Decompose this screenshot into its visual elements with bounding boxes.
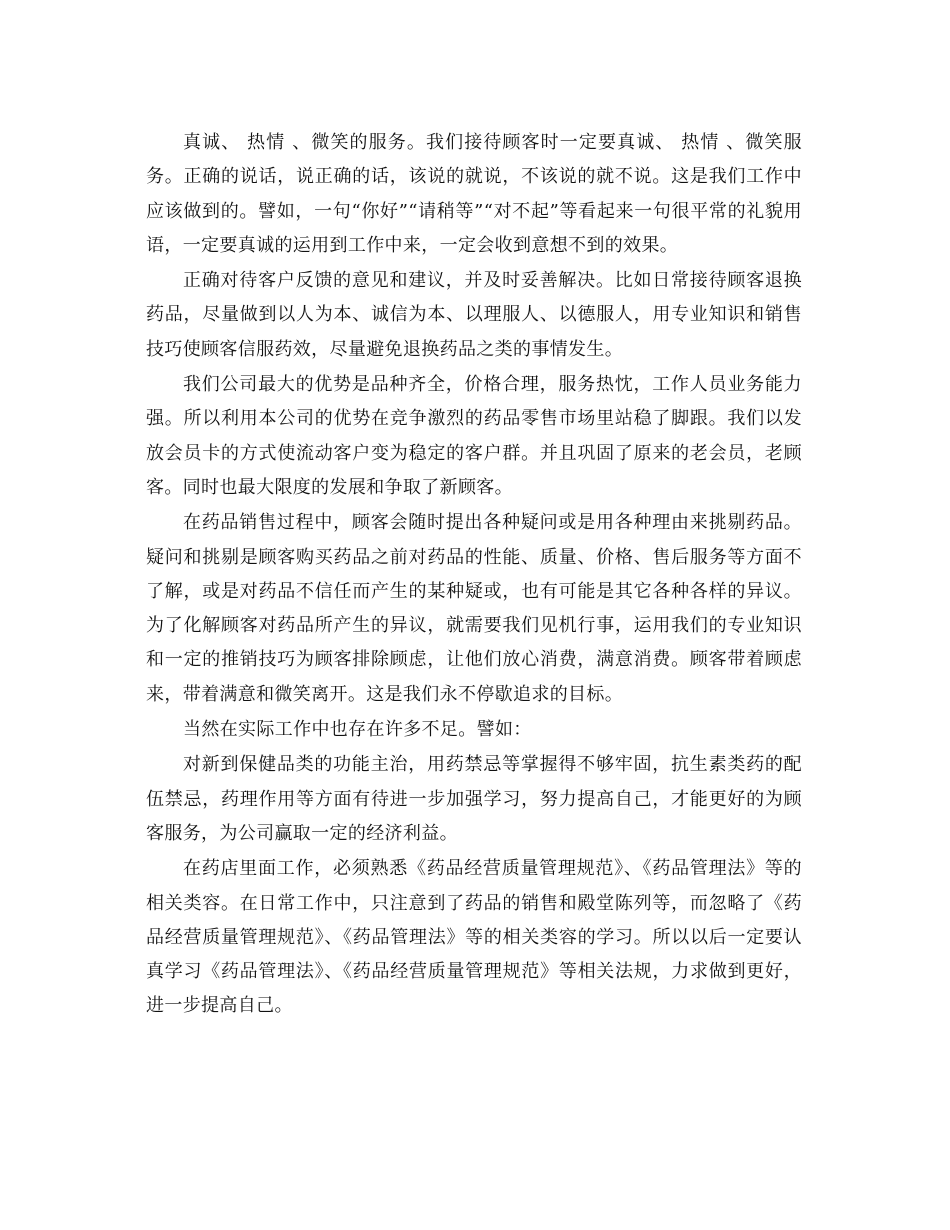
paragraph-company-advantage: 我们公司最大的优势是品种齐全，价格合理，服务热忱，工作人员业务能力强。所以利用本公司的优势在竞争激烈的药品零售市场里站稳了脚跟。我们以发放会员卡的方式使流动客户变为稳定的客户群。并且巩固了原来的老会员，老顾客。同时也最大限度的发展和争取了新顾客。 [146, 374, 802, 498]
paragraph-customer-feedback: 正确对待客户反馈的意见和建议，并及时妥善解决。比如日常接待顾客退换药品，尽量做到以人为本、诚信为本、以理服人、以德服人，用专业知识和销售技巧使顾客信服药效，尽量避免退换药品之类的事情发生。 [146, 270, 802, 360]
paragraph-service-attitude: 真诚、 热情 、微笑的服务。我们接待顾客时一定要真诚、 热情 、微笑服务。正确的说话，说正确的话，该说的就说，不该说的就不说。这是我们工作中应该做到的。譬如，一句“你好”“请稍等”“对不起”等看起来一句很平常的礼貌用语，一定要真诚的运用到工作中来，一定会收到意想不到的效果。 [146, 132, 802, 256]
paragraph-handling-objections: 在药品销售过程中，顾客会随时提出各种疑问或是用各种理由来挑剔药品。疑问和挑剔是顾客购买药品之前对药品的性能、质量、价格、售后服务等方面不了解，或是对药品不信任而产生的某种疑或，也有可能是其它各种各样的异议。为了化解顾客对药品所产生的异议，就需要我们见机行事，运用我们的专业知识和一定的推销技巧为顾客排除顾虑，让他们放心消费，满意消费。顾客带着顾虑来，带着满意和微笑离开。这是我们永不停歇追求的目标。 [146, 512, 802, 705]
paragraph-shortcomings-intro: 当然在实际工作中也存在许多不足。譬如： [183, 719, 532, 741]
document-body [146, 126, 802, 1025]
paragraph-product-knowledge: 对新到保健品类的功能主治，用药禁忌等掌握得不够牢固，抗生素类药的配伍禁忌，药理作用等方面有待进一步加强学习，努力提高自己，才能更好的为顾客服务，为公司赢取一定的经济利益。 [146, 754, 802, 844]
paragraph-regulations-study: 在药店里面工作，必须熟悉《药品经营质量管理规范》、《药品管理法》等的相关类容。在日常工作中，只注意到了药品的销售和殿堂陈列等，而忽略了《药品经营质量管理规范》、《药品管理法》等的相关类容的学习。所以以后一定要认真学习《药品管理法》、《药品经营质量管理规范》等相关法规，力求做到更好，进一步提高自己。 [146, 858, 802, 1017]
